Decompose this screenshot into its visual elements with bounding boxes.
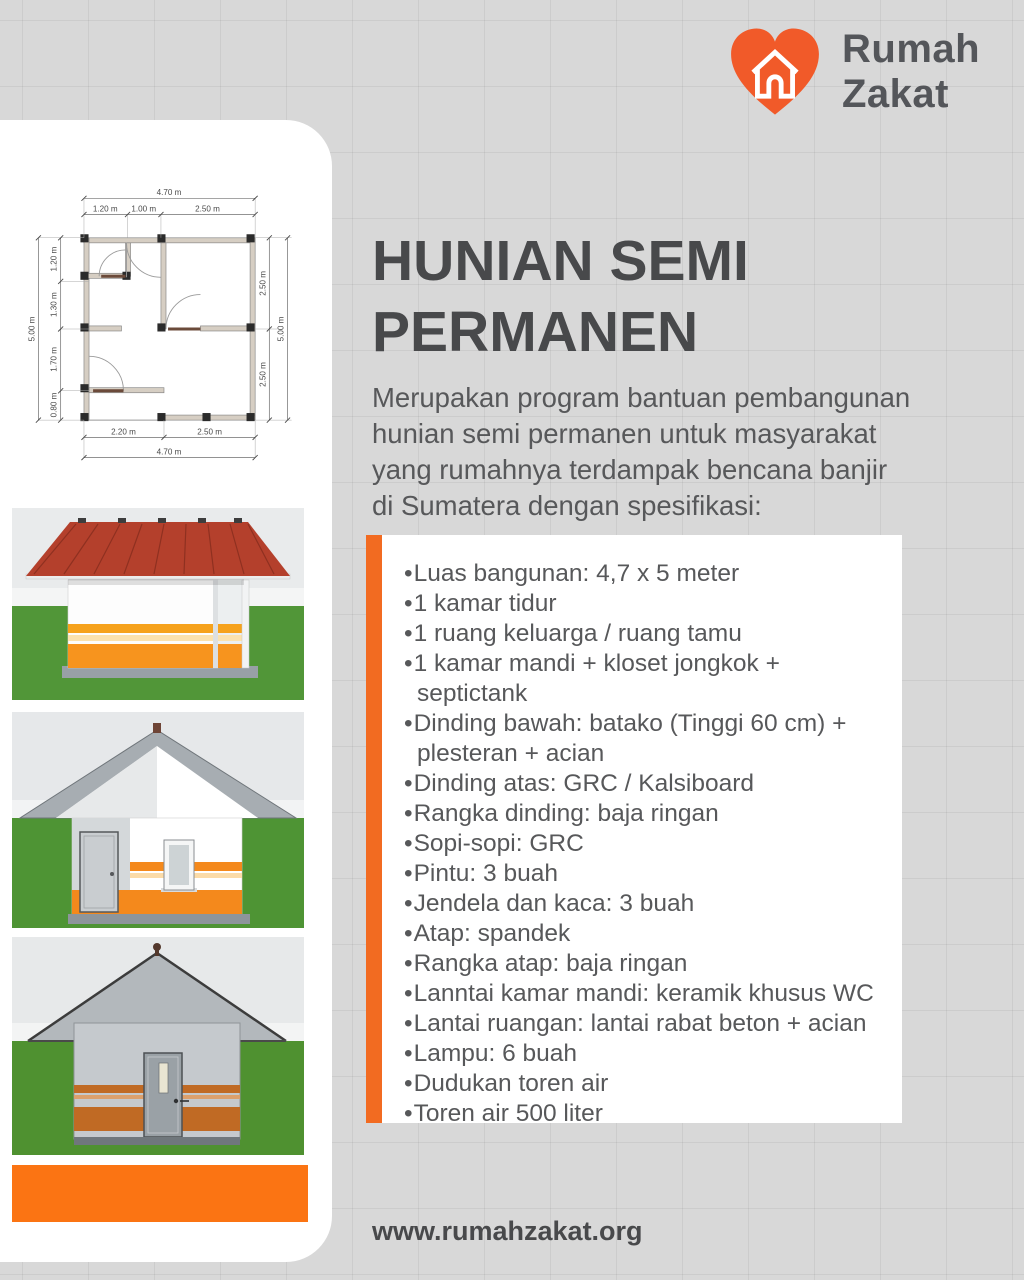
- dimension-label: 2.50 m: [195, 204, 220, 214]
- house-render-side-view: [12, 508, 304, 700]
- spec-item: • Dudukan toren air: [404, 1069, 888, 1099]
- spec-item: • Lanntai kamar mandi: keramik khusus WC: [404, 979, 888, 1009]
- door: [80, 832, 118, 912]
- brand-logo: [722, 20, 1022, 124]
- dimension-label: 1.30 m: [49, 292, 59, 318]
- dimension-label: 1.20 m: [49, 246, 59, 272]
- window: [161, 840, 197, 892]
- page-title-line2: PERMANEN: [372, 300, 699, 364]
- dimension-label: 2.20 m: [111, 427, 136, 437]
- spec-card: [382, 535, 902, 1127]
- dimension-label: 1.20 m: [92, 204, 118, 214]
- page-title-line1: HUNIAN SEMI: [372, 229, 749, 293]
- dimension-label: 4.70 m: [156, 447, 182, 457]
- spec-card-accent-stripe: [366, 535, 382, 1123]
- website-url: www.rumahzakat.org: [372, 1216, 643, 1246]
- dimension-label: 2.50 m: [258, 271, 268, 296]
- house-render-front-gable: [12, 712, 304, 928]
- description-line: Merupakan program bantuan pembangunan: [372, 382, 911, 413]
- brand-name-line2: Zakat: [842, 72, 949, 116]
- description-line: yang rumahnya terdampak bencana banjir: [372, 454, 888, 485]
- spec-item: • Dinding bawah: batako (Tinggi 60 cm) + plesteran + acian: [404, 709, 888, 769]
- dimension-label: 1.00 m: [131, 204, 157, 214]
- spec-item: • Toren air 500 liter: [404, 1099, 888, 1129]
- spec-item: • Luas bangunan: 4,7 x 5 meter: [404, 559, 888, 589]
- dimension-label: 2.50 m: [258, 362, 268, 387]
- spec-item: • Lampu: 6 buah: [404, 1039, 888, 1069]
- heart-house-icon: [722, 25, 828, 119]
- floor-slab: [74, 1137, 240, 1145]
- spec-item: • 1 kamar mandi + kloset jongkok + septictank: [404, 649, 888, 709]
- floor-plan-doors: [89, 243, 200, 391]
- floor-plan: [8, 182, 322, 482]
- dimension-label: 2.50 m: [197, 427, 222, 437]
- spec-item: • Pintu: 3 buah: [404, 859, 888, 889]
- dimension-label: 1.70 m: [49, 346, 59, 372]
- spec-item: • Dinding atas: GRC / Kalsiboard: [404, 769, 888, 799]
- spec-item: • Lantai ruangan: lantai rabat beton + acian: [404, 1009, 888, 1039]
- spec-item: • 1 ruang keluarga / ruang tamu: [404, 619, 888, 649]
- description-line: di Sumatera dengan spesifikasi:: [372, 490, 762, 521]
- spec-item: • Rangka dinding: baja ringan: [404, 799, 888, 829]
- brand-name-line1: Rumah: [842, 27, 981, 71]
- spec-list: [382, 535, 902, 1129]
- left-panel: [0, 120, 332, 1262]
- spec-item: • Rangka atap: baja ringan: [404, 949, 888, 979]
- dimension-label: 0.80 m: [49, 392, 59, 418]
- spec-item: • Atap: spandek: [404, 919, 888, 949]
- spec-item: • Sopi-sopi: GRC: [404, 829, 888, 859]
- door: [144, 1053, 189, 1137]
- dimension-label: 5.00 m: [276, 316, 286, 342]
- dimension-label: 5.00 m: [27, 316, 37, 342]
- spec-item: • Jendela dan kaca: 3 buah: [404, 889, 888, 919]
- house-walls: [68, 579, 249, 668]
- accent-bar: [12, 1165, 308, 1222]
- page-title: [372, 226, 749, 368]
- description-line: hunian semi permanen untuk masyarakat: [372, 418, 877, 449]
- description: [372, 380, 982, 524]
- house-render-front-elevation: [12, 937, 304, 1155]
- spec-item: • 1 kamar tidur: [404, 589, 888, 619]
- dimension-label: 4.70 m: [156, 188, 182, 198]
- brand-name: [842, 27, 980, 117]
- floor-slab: [68, 914, 250, 924]
